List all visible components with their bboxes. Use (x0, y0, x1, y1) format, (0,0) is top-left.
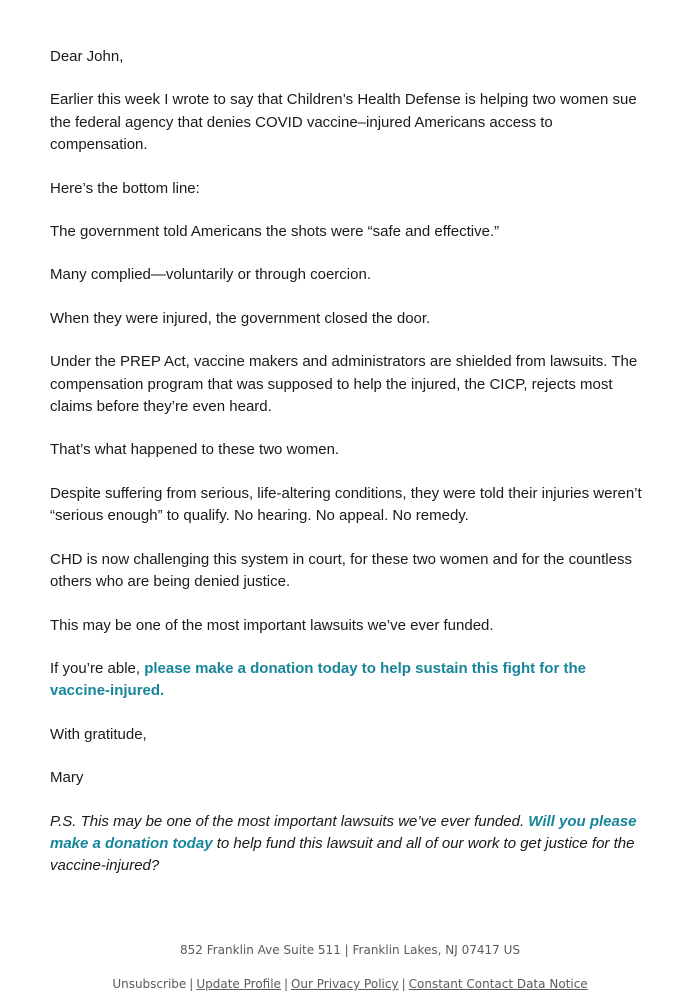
ps-suffix: to help fund this lawsuit and all of our work to get justice for the vaccine-injured? (50, 834, 635, 875)
paragraph-prep-act: Under the PREP Act, vaccine makers and administrators are shielded from lawsuits. The compensation program that was supposed to help the injured, the CICP, rejects most claims before they’re even heard. (50, 353, 638, 416)
update-profile-link[interactable]: Update Profile (196, 977, 281, 991)
paragraph-bottom-line: Here’s the bottom line: (50, 179, 200, 197)
paragraph-injuries: Despite suffering from serious, life-altering conditions, they were told their injuries weren’t “serious enough” to qualify. No hearing. No appeal. No remedy. (50, 484, 642, 525)
ps-prefix: P.S. This may be one of the most important lawsuits we’ve ever funded. (50, 812, 529, 830)
paragraph-two-women: That’s what happened to these two women. (50, 441, 340, 459)
paragraph-lawsuit-intro: Earlier this week I wrote to say that Children’s Health Defense is helping two women sue the federal agency that denies COVID vaccine–injured Americans access to compensation. (50, 91, 637, 154)
footer-separator: | (283, 977, 288, 991)
signature: Mary (50, 769, 84, 787)
donate-link[interactable]: please make a donation today to help sustain this fight for the vaccine-injured. (50, 659, 586, 700)
footer-separator: | (401, 977, 406, 991)
paragraph-complied: Many complied—voluntarily or through coercion. (50, 266, 371, 284)
data-notice-link[interactable]: Constant Contact Data Notice (408, 977, 588, 991)
unsubscribe-link[interactable]: Unsubscribe (112, 977, 187, 991)
footer-links (0, 977, 700, 991)
letter-content (50, 46, 650, 899)
footer-address: 852 Franklin Ave Suite 511 | Franklin Lakes, NJ 07417 US (179, 943, 521, 957)
paragraph-chd-challenge: CHD is now challenging this system in court, for these two women and for the countless others who are being denied justice. (50, 550, 632, 591)
closing: With gratitude, (50, 725, 147, 743)
paragraph-closed-door: When they were injured, the government closed the door. (50, 309, 431, 327)
paragraph-safe-effective: The government told Americans the shots were “safe and effective.” (50, 223, 500, 241)
paragraph-important-lawsuit: This may be one of the most important lawsuits we’ve ever funded. (50, 616, 494, 634)
greeting: Dear John, (50, 48, 124, 65)
privacy-policy-link[interactable]: Our Privacy Policy (290, 977, 399, 991)
footer-separator: | (189, 977, 194, 991)
paragraph-donation-cta (50, 658, 650, 703)
ps-donate-link[interactable]: Will you please make a donation today (50, 812, 637, 852)
cta-prefix: If you’re able, (50, 659, 145, 677)
postscript (50, 811, 650, 878)
